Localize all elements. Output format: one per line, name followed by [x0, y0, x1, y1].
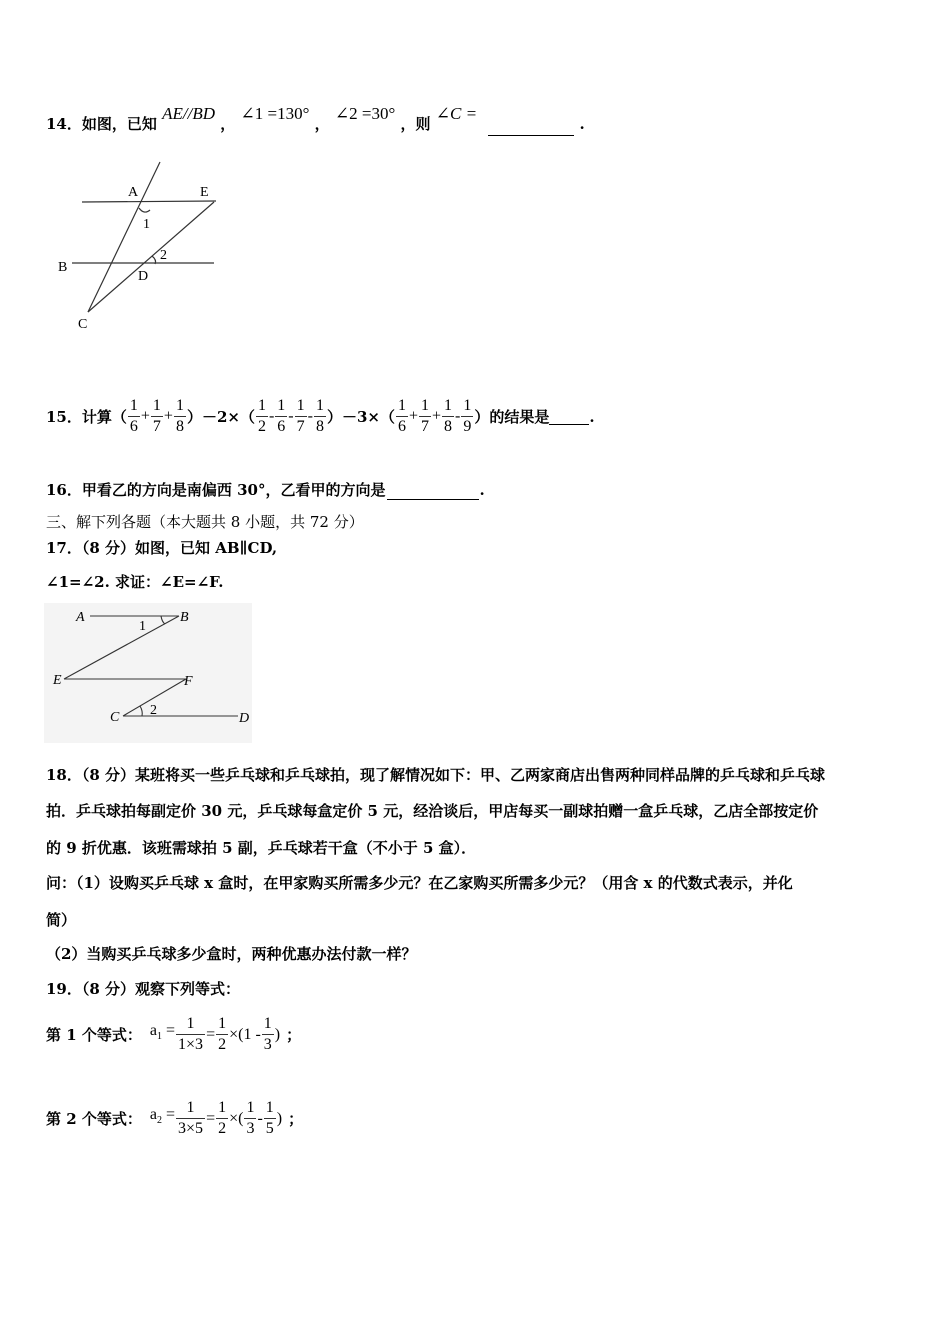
label-a: A [128, 185, 139, 200]
q14-ask-angle-c: ∠C = [435, 104, 478, 123]
eq1-lhs-letter: a [149, 1022, 157, 1040]
q18-line-4: 问：（1）设购买乒乓球 x 盒时，在甲家购买所需多少元？在乙家购买所需多少元？（用含 x 的代数式表示，并化 [46, 874, 793, 892]
numerator: 1 [128, 396, 140, 417]
q15-answer-blank [549, 408, 589, 425]
q19-equation-2 [46, 1098, 303, 1139]
eq1-fraction-2 [216, 1014, 228, 1055]
numerator: 1 [256, 396, 268, 417]
eq2-equals: = [206, 1109, 216, 1127]
eq1-lhs: $a_1$ = [149, 1022, 176, 1043]
denominator: 5 [265, 1120, 274, 1137]
eq2-label: 第 2 个等式： [46, 1109, 142, 1128]
eq2-times: ×( [229, 1109, 244, 1127]
fraction [396, 396, 408, 437]
operator: + [408, 407, 418, 425]
fraction [151, 396, 163, 437]
q15-group-2 [255, 396, 327, 437]
q14-then: ，则 [400, 115, 431, 133]
line-ae [82, 201, 216, 202]
q15-end: . [589, 407, 595, 426]
operator: + [431, 407, 442, 425]
eq1-equals: = [206, 1025, 216, 1043]
q19-intro: 19．（8 分）观察下列等式： [46, 980, 241, 998]
fraction [295, 396, 307, 437]
q15-prefix: 15．计算（ [46, 407, 127, 426]
eq1-times: ×(1 - [229, 1025, 261, 1043]
numerator: 1 [176, 1098, 205, 1119]
question-16 [46, 480, 485, 500]
q18-line-5: 简） [46, 911, 77, 929]
q16-end: . [479, 481, 485, 499]
operator: - [288, 407, 294, 425]
figure-17-z-shape [44, 603, 252, 743]
q15-middle-2: ）－3×（ [326, 407, 395, 426]
q14-condition-parallel: AE//BD [162, 104, 215, 123]
q14-end: . [579, 115, 585, 133]
operator: + [140, 407, 150, 425]
operator: - [455, 407, 461, 425]
denominator: 8 [444, 418, 453, 435]
numerator: 1 [295, 396, 307, 417]
numerator: 1 [461, 396, 473, 417]
eq1-fraction-3 [262, 1014, 274, 1055]
numerator: 1 [244, 1098, 256, 1119]
line-ac [88, 162, 160, 312]
label-b: B [180, 610, 189, 625]
numerator: 1 [216, 1098, 228, 1119]
label-angle-1: 1 [139, 619, 146, 634]
figure-14-parallel-lines [54, 160, 234, 340]
numerator: 1 [419, 396, 431, 417]
eq2-minus: - [257, 1109, 263, 1127]
eq2-fraction-3 [244, 1098, 256, 1139]
angle-1-arc [139, 208, 150, 212]
operator: - [268, 407, 275, 425]
q14-answer-blank [488, 119, 574, 136]
q17-line-2: ∠1=∠2. 求证：∠E=∠F. [46, 573, 224, 591]
numerator: 1 [174, 396, 186, 417]
numerator: 1 [442, 396, 454, 417]
denominator: 8 [175, 418, 184, 435]
label-e: E [200, 185, 209, 200]
line-ec [88, 202, 214, 312]
q18-line-6: （2）当购买乒乓球多少盒时，两种优惠办法付款一样？ [46, 945, 417, 963]
denominator: 9 [463, 418, 472, 435]
denominator: 6 [129, 418, 138, 435]
denominator: 3 [246, 1120, 255, 1137]
fraction [442, 396, 454, 437]
numerator: 1 [396, 396, 408, 417]
q14-separator: ， [220, 115, 236, 133]
q15-middle-1: ）－2×（ [186, 407, 255, 426]
numerator: 1 [216, 1014, 228, 1035]
eq2-fraction-2 [216, 1098, 228, 1139]
fraction [256, 396, 268, 437]
label-f: F [184, 674, 193, 689]
q14-prefix: 14．如图，已知 [46, 115, 157, 133]
denominator: 8 [315, 418, 324, 435]
denominator: 7 [420, 418, 429, 435]
numerator: 1 [275, 396, 287, 417]
q15-suffix: ）的结果是 [474, 407, 550, 426]
fraction [174, 396, 186, 437]
label-e: E [53, 673, 62, 688]
eq1-lhs-sub: 1 [157, 1031, 162, 1043]
denominator: 2 [218, 1036, 227, 1053]
fraction [128, 396, 140, 437]
denominator: 1×3 [178, 1036, 204, 1053]
fraction [461, 396, 473, 437]
fraction [314, 396, 326, 437]
operator: - [307, 407, 313, 425]
label-d: D [239, 711, 250, 726]
q15-group-1 [127, 396, 187, 437]
q17-line-1: 17．（8 分）如图，已知 AB∥CD, [46, 539, 278, 557]
eq1-close: ) [274, 1025, 281, 1043]
numerator: 1 [176, 1014, 205, 1035]
numerator: 1 [264, 1098, 276, 1119]
numerator: 1 [314, 396, 326, 417]
q16-text: 16．甲看乙的方向是南偏西 30°，乙看甲的方向是 [46, 481, 386, 499]
q18-line-3: 的 9 折优惠．该班需球拍 5 副，乒乓球若干盒（不小于 5 盒）． [46, 839, 477, 857]
q15-group-3 [395, 396, 474, 437]
section-3-heading: 三、解下列各题（本大题共 8 小题，共 72 分） [46, 513, 364, 531]
eq2-close: ) [276, 1109, 283, 1127]
fraction [275, 396, 287, 437]
q18-line-2: 拍．乒乓球拍每副定价 30 元，乒乓球每盒定价 5 元，经洽谈后，甲店每买一副球拍赠一盒乒乓球，乙店全部按定价 [46, 802, 819, 820]
denominator: 2 [257, 418, 266, 435]
eq2-end: ； [288, 1109, 304, 1128]
operator: + [163, 407, 173, 425]
denominator: 7 [152, 418, 161, 435]
label-angle-2: 2 [160, 248, 167, 263]
eq1-end: ； [286, 1025, 302, 1044]
fraction [419, 396, 431, 437]
label-b: B [58, 260, 68, 275]
eq2-fraction-4 [264, 1098, 276, 1139]
label-a: A [76, 610, 85, 625]
q14-condition-angle2: ∠2 =30° [334, 104, 396, 123]
label-angle-1: 1 [143, 217, 150, 232]
eq1-label: 第 1 个等式： [46, 1025, 142, 1044]
label-angle-2: 2 [150, 703, 157, 718]
numerator: 1 [151, 396, 163, 417]
denominator: 3 [263, 1036, 272, 1053]
denominator: 6 [397, 418, 406, 435]
label-c: C [110, 710, 120, 725]
denominator: 3×5 [178, 1120, 204, 1137]
q19-equation-1 [46, 1014, 301, 1055]
eq1-fraction-1 [176, 1014, 205, 1055]
q14-condition-angle1: ∠1 =130° [240, 104, 310, 123]
q16-answer-blank [387, 483, 479, 500]
eq2-lhs: $a_2$ = [149, 1106, 176, 1127]
label-d: D [138, 269, 149, 284]
question-15 [46, 396, 595, 437]
denominator: 6 [277, 418, 286, 435]
question-14 [46, 104, 585, 133]
label-c: C [78, 317, 88, 332]
numerator: 1 [262, 1014, 274, 1035]
denominator: 2 [218, 1120, 227, 1137]
eq2-fraction-1 [176, 1098, 205, 1139]
q18-line-1: 18．（8 分）某班将买一些乒乓球和乒乓球拍，现了解情况如下：甲、乙两家商店出售两种同样品牌的乒乓球和乒乓球 [46, 766, 826, 784]
eq2-lhs-sub: 2 [157, 1115, 162, 1127]
eq2-lhs-letter: a [149, 1106, 157, 1124]
q14-separator: ， [314, 115, 330, 133]
denominator: 7 [296, 418, 305, 435]
